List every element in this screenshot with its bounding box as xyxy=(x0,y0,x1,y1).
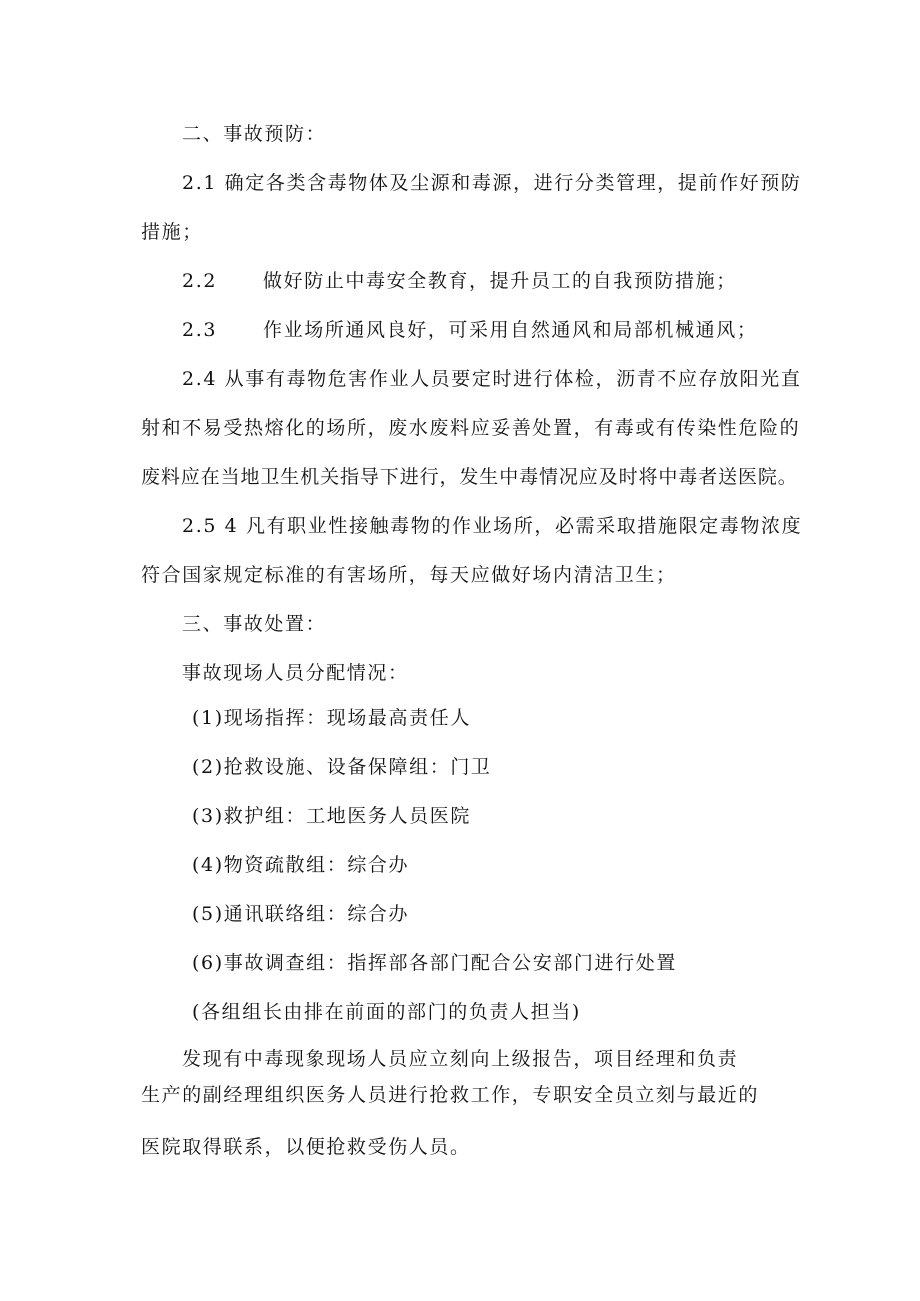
staff-list-item: (2)抢救设施、设备保障组：门卫 xyxy=(192,756,492,778)
paragraph-2-3 xyxy=(182,318,757,342)
staff-list-item: (4)物资疏散组：综合办 xyxy=(192,854,410,876)
staff-list-item: (3)救护组：工地医务人员医院 xyxy=(192,805,471,827)
paragraph-2-4-line-2: 射和不易受热熔化的场所，废水废料应妥善处置，有毒或有传染性危险的 xyxy=(141,417,801,439)
paragraph-2-4-line-3: 废料应在当地卫生机关指导下进行，发生中毒情况应及时将中毒者送医院。 xyxy=(141,466,798,488)
item-number: 2.1 xyxy=(182,172,218,194)
paragraph-text: 作业场所通风良好，可采用自然通风和局部机械通风； xyxy=(263,319,758,341)
paragraph-2-2 xyxy=(182,269,737,293)
section-heading-prevention: 二、事故预防： xyxy=(182,123,327,145)
section-heading-response: 三、事故处置： xyxy=(182,613,327,635)
paragraph-2-1-line-2: 措施； xyxy=(141,221,203,243)
paragraph-text: 做好防止中毒安全教育，提升员工的自我预防措施； xyxy=(263,270,737,292)
paragraph-2-5-line-2: 符合国家规定标准的有害场所，每天应做好场内清洁卫生； xyxy=(141,564,677,586)
item-number: 2.3 xyxy=(182,319,218,341)
paragraph-text: 确定各类含毒物体及尘源和毒源，进行分类管理，提前作好预防 xyxy=(224,172,802,194)
staff-list-item: (6)事故调查组：指挥部各部门配合公安部门进行处置 xyxy=(192,952,677,974)
paragraph-2-5-line-1: 2.5 4 凡有职业性接触毒物的作业场所，必需采取措施限定毒物浓度 xyxy=(182,515,803,537)
staff-allocation-intro: 事故现场人员分配情况： xyxy=(182,662,409,684)
paragraph-2-4-line-1 xyxy=(182,367,801,391)
paragraph-text: 从事有毒物危害作业人员要定时进行体检，沥青不应存放阳光直 xyxy=(224,368,802,390)
closing-paragraph-line-1: 发现有中毒现象现场人员应立刻向上级报告，项目经理和负责 xyxy=(182,1048,739,1070)
group-leader-note: (各组组长由排在前面的部门的负责人担当) xyxy=(192,1001,581,1023)
paragraph-2-1-line-1 xyxy=(182,171,801,195)
staff-list-item: (5)通讯联络组：综合办 xyxy=(192,903,410,925)
item-number: 2.2 xyxy=(182,270,218,292)
item-number: 2.4 xyxy=(182,368,218,390)
closing-paragraph-line-2: 生产的副经理组织医务人员进行抢救工作，专职安全员立刻与最近的 xyxy=(141,1084,760,1106)
closing-paragraph-line-3: 医院取得联系，以便抢救受伤人员。 xyxy=(141,1136,471,1158)
staff-list-item: (1)现场指挥：现场最高责任人 xyxy=(192,707,471,729)
